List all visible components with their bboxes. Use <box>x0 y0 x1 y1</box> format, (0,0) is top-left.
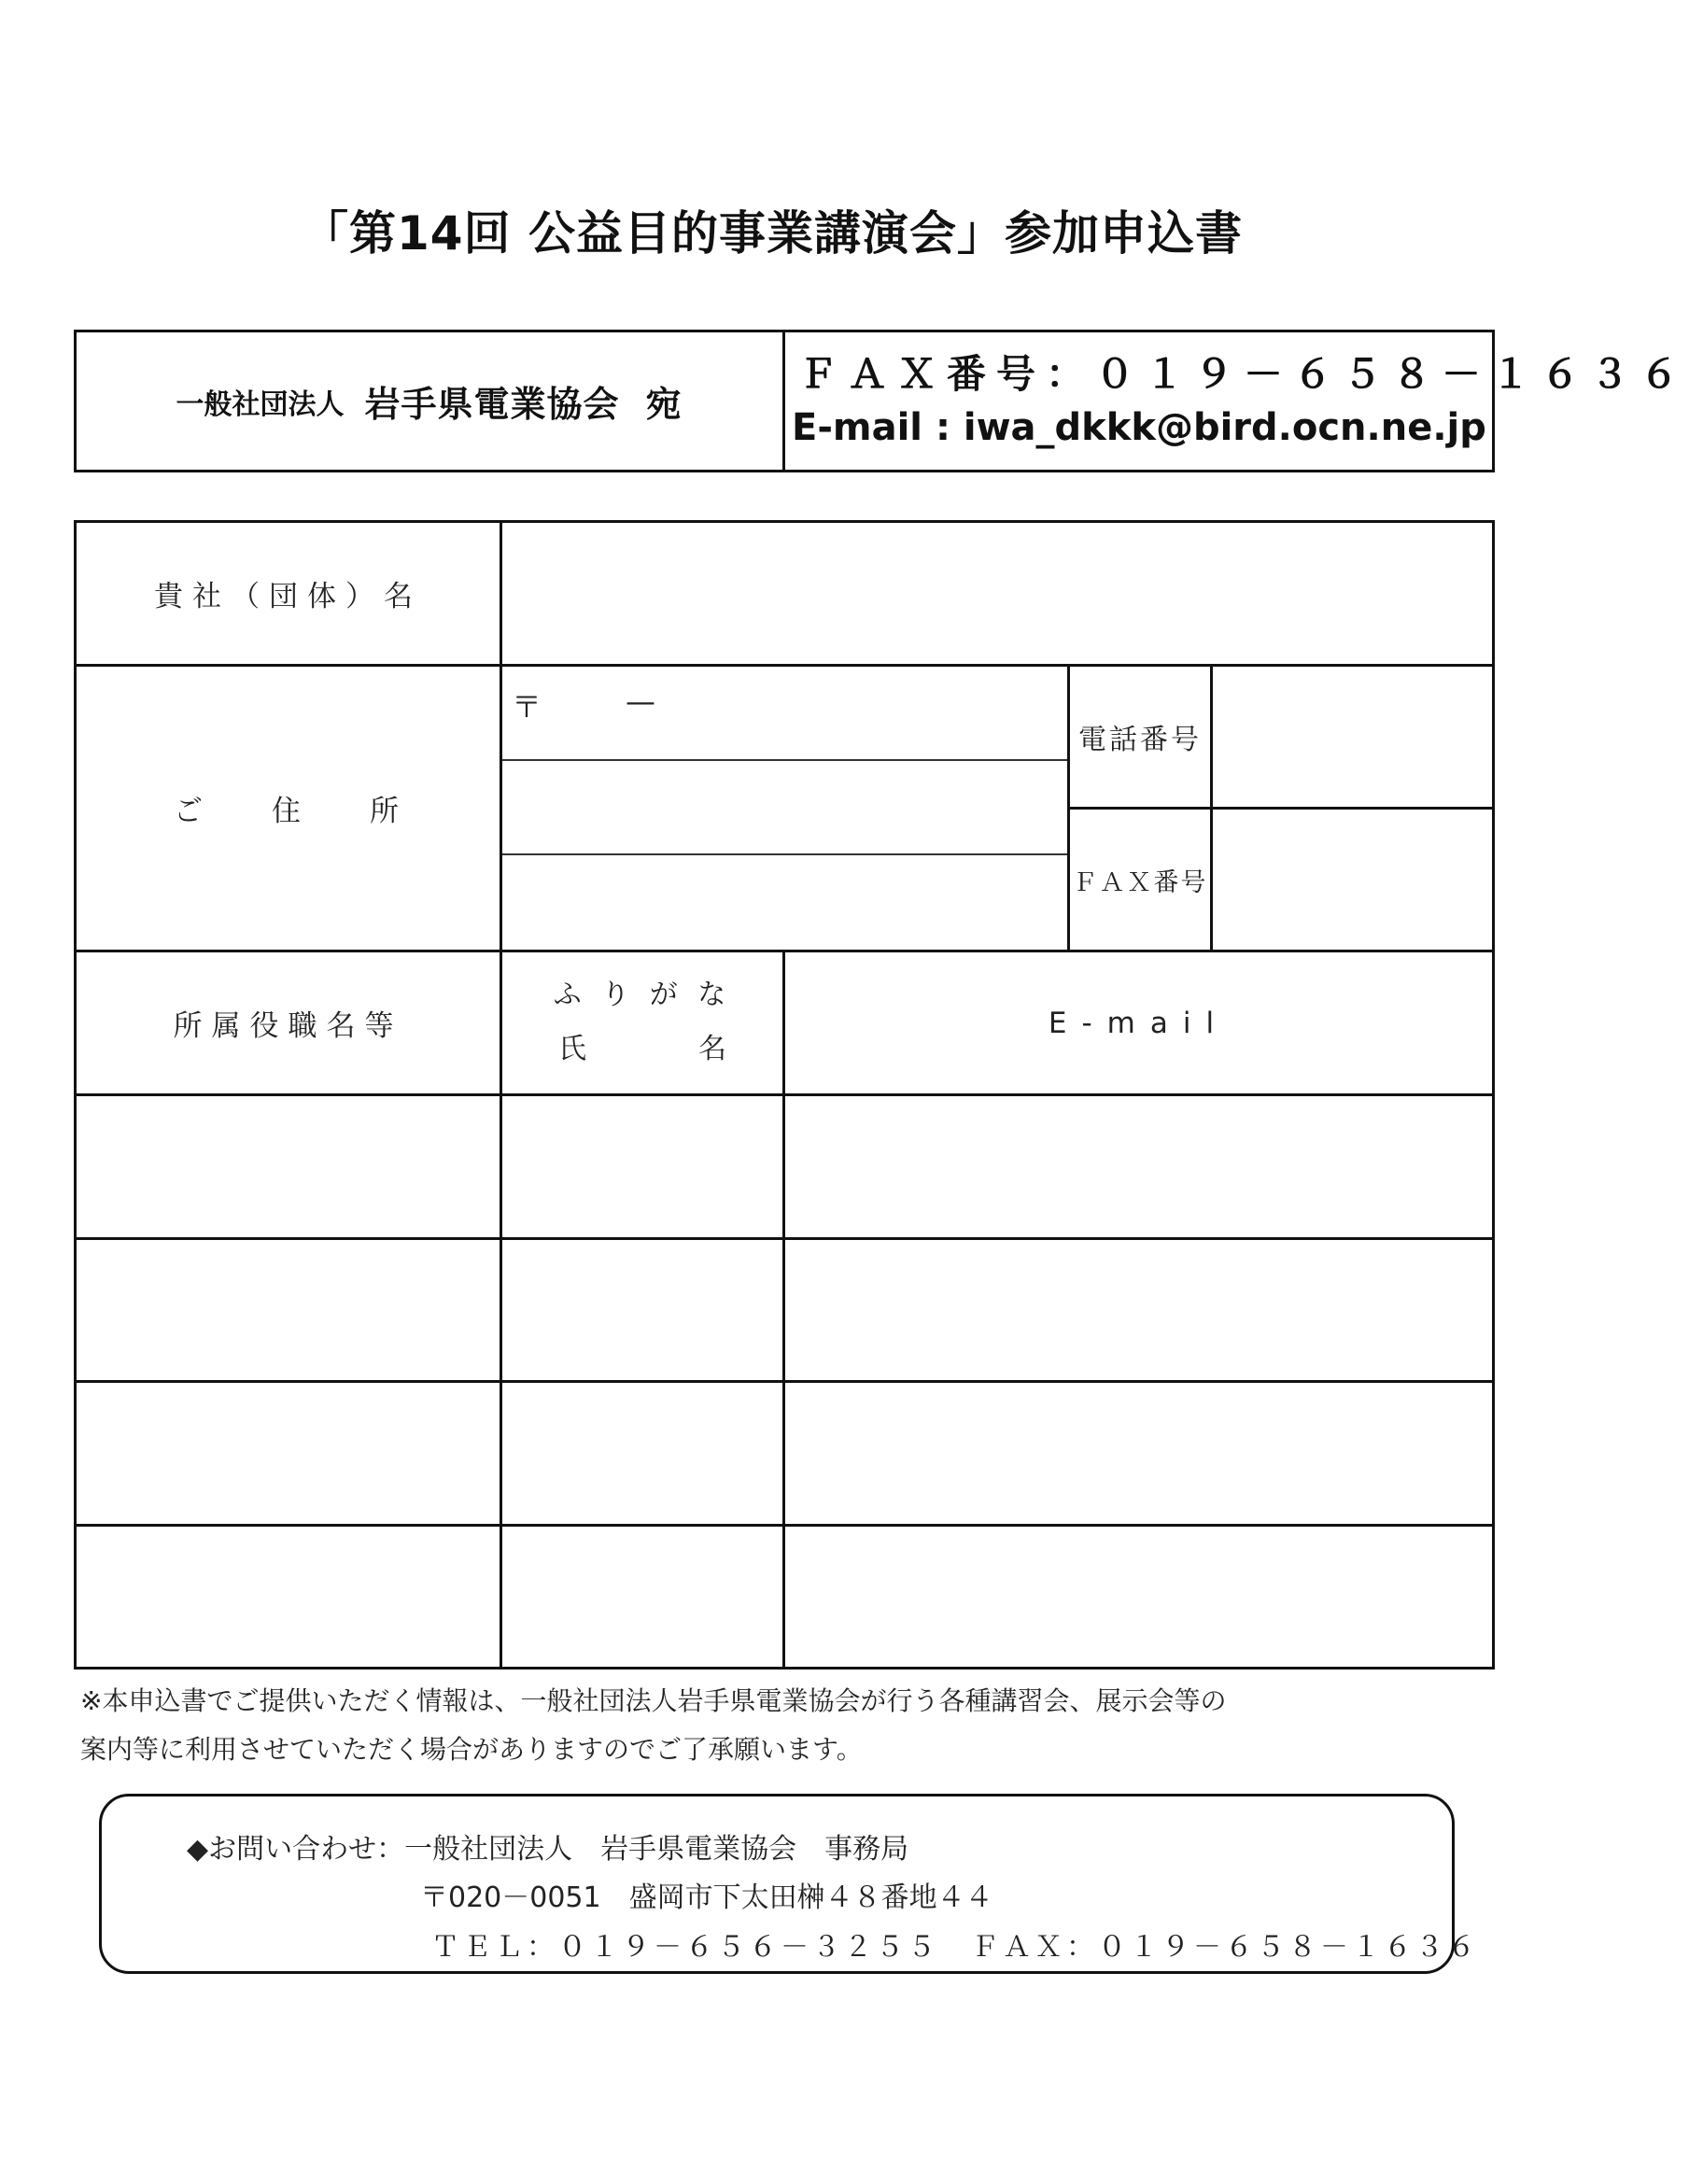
name-label: 氏 名 <box>558 1033 726 1065</box>
postal-code-field[interactable] <box>502 667 1067 759</box>
position-field-row-4[interactable] <box>77 1527 500 1667</box>
page-title: 「第14回 公益目的事業講演会」参加申込書 <box>302 206 1243 261</box>
name-field-row-2[interactable] <box>502 1240 782 1380</box>
name-field-row-4[interactable] <box>502 1527 782 1667</box>
contact-phone-fax: ＴＥＬ：０１９－６５６－３２５５ ＦＡＸ：０１９－６５８－１６３６ <box>431 1931 1479 1964</box>
address-field-line-2[interactable] <box>502 761 1067 853</box>
email-field-row-1[interactable] <box>785 1096 1492 1237</box>
address-field-line-3[interactable] <box>502 855 1067 950</box>
fax-label: ＦＡＸ番号 <box>1072 867 1208 897</box>
company-name-label: 貴社（団体）名 <box>154 580 422 613</box>
email-field-row-4[interactable] <box>785 1527 1492 1667</box>
addressee-org: 一般社団法人 <box>176 387 345 421</box>
fax-field[interactable] <box>1213 810 1492 950</box>
contact-address: 〒020－0051 盛岡市下太田榊４８番地４４ <box>420 1881 993 1914</box>
position-field-row-3[interactable] <box>77 1383 500 1524</box>
contact-heading: ◆お問い合わせ：一般社団法人 岩手県電業協会 事務局 <box>187 1833 909 1866</box>
postal-mark: 〒 <box>512 689 542 725</box>
position-label: 所属役職名等 <box>173 1009 403 1043</box>
address-label: ご 住 所 <box>174 795 402 828</box>
header-fax-number: ＦＡＸ番号：０１９－６５８－１６３６ <box>798 351 1689 397</box>
postal-dash: — <box>626 683 655 719</box>
company-name-field[interactable] <box>502 523 1492 664</box>
privacy-notice-line-2: 案内等に利用させていただく場合がありますのでご了承願います。 <box>80 1734 863 1765</box>
email-field-row-3[interactable] <box>785 1383 1492 1524</box>
phone-field[interactable] <box>1213 667 1492 807</box>
privacy-notice-line-1: ※本申込書でご提供いただく情報は、一般社団法人岩手県電業協会が行う各種講習会、展示会等の <box>80 1685 1227 1716</box>
position-field-row-2[interactable] <box>77 1240 500 1380</box>
addressee-name: 岩手県電業協会 <box>364 384 620 425</box>
addressee-suffix: 宛 <box>645 384 682 425</box>
phone-label: 電話番号 <box>1078 724 1202 756</box>
position-field-row-1[interactable] <box>77 1096 500 1237</box>
name-field-row-3[interactable] <box>502 1383 782 1524</box>
email-field-row-2[interactable] <box>785 1240 1492 1380</box>
addressee <box>74 330 783 472</box>
furigana-label: ふ り が な <box>553 979 732 1011</box>
email-label: E-mail <box>1048 1006 1230 1040</box>
name-field-row-1[interactable] <box>502 1096 782 1237</box>
header-email: E-mail : iwa_dkkk@bird.ocn.ne.jp <box>792 406 1486 449</box>
table-border-right <box>1492 520 1495 1670</box>
